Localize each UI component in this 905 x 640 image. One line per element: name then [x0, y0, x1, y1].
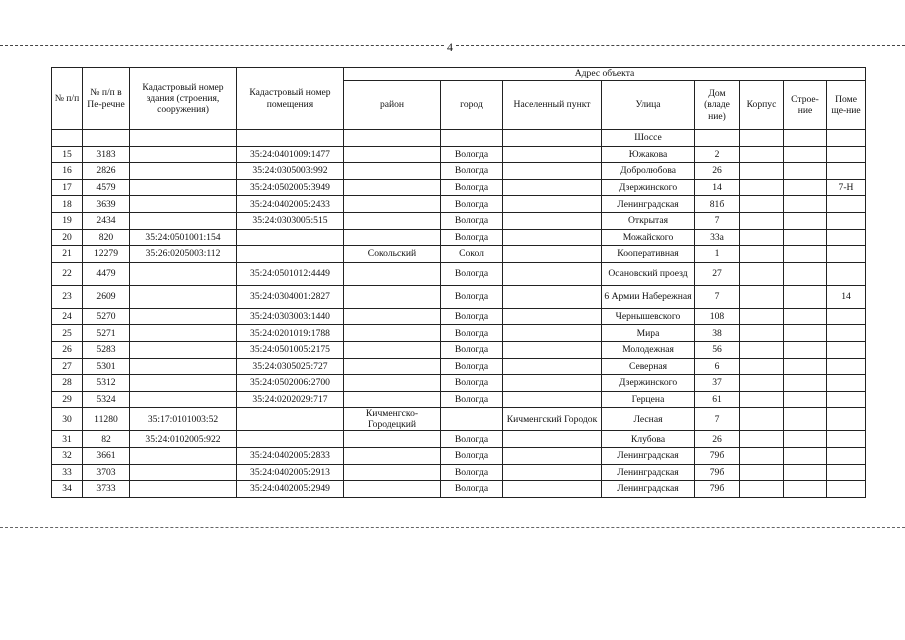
- cell-settlement: [503, 308, 602, 325]
- cell-house: 79б: [695, 481, 740, 498]
- cell-list-num: 4479: [83, 262, 130, 285]
- header-settlement: Населенный пункт: [503, 81, 602, 130]
- cell-korpus: [740, 481, 784, 498]
- cell-building: [784, 431, 827, 448]
- cell-korpus: [740, 212, 784, 229]
- cell-list-num: 3703: [83, 464, 130, 481]
- cell-korpus: [740, 146, 784, 163]
- cell-premises: [827, 308, 866, 325]
- cell-house: 7: [695, 212, 740, 229]
- cell-premises: [827, 358, 866, 375]
- cell-korpus: [740, 408, 784, 431]
- cell-street: Молодежная: [602, 341, 695, 358]
- cell-house: 79б: [695, 464, 740, 481]
- cell-korpus: [740, 196, 784, 213]
- cell-city: [441, 408, 503, 431]
- cell-korpus: [740, 308, 784, 325]
- cell-building-cadastral: [130, 391, 237, 408]
- cell-building-cadastral: [130, 375, 237, 392]
- cell-num: 24: [52, 308, 83, 325]
- header-street: Улица: [602, 81, 695, 130]
- header-address-group: Адрес объекта: [344, 68, 866, 81]
- cell-settlement: [503, 341, 602, 358]
- table-row: [52, 229, 866, 246]
- cell-district: [344, 179, 441, 196]
- cell-premises: [827, 163, 866, 180]
- cell-district: [344, 285, 441, 308]
- cell-city: Вологда: [441, 358, 503, 375]
- cell-building: [784, 285, 827, 308]
- cell-num: 28: [52, 375, 83, 392]
- cell-premises: [827, 481, 866, 498]
- cell-premises: [827, 375, 866, 392]
- cell-room-cadastral: 35:24:0402005:2913: [237, 464, 344, 481]
- cell-building-cadastral: [130, 163, 237, 180]
- cell-building-cadastral: [130, 481, 237, 498]
- cell-house: 27: [695, 262, 740, 285]
- cell-korpus: [740, 375, 784, 392]
- cell-korpus: [740, 341, 784, 358]
- cell-list-num: 3661: [83, 447, 130, 464]
- cell-building: [784, 408, 827, 431]
- cell-street: Северная: [602, 358, 695, 375]
- cell-list-num: 820: [83, 229, 130, 246]
- cell-list-num: 5271: [83, 325, 130, 342]
- cell-premises: [827, 196, 866, 213]
- cell-building-cadastral: [130, 464, 237, 481]
- cell-settlement: [503, 391, 602, 408]
- cell-settlement: [503, 481, 602, 498]
- cell-city: Вологда: [441, 179, 503, 196]
- table-row: [52, 262, 866, 285]
- cell-building-cadastral: [130, 341, 237, 358]
- cell-city: [441, 130, 503, 147]
- cell-building: [784, 375, 827, 392]
- cell-district: Сокольский: [344, 246, 441, 263]
- cell-num: 16: [52, 163, 83, 180]
- cell-room-cadastral: 35:24:0305003:992: [237, 163, 344, 180]
- cell-district: [344, 341, 441, 358]
- cell-city: Вологда: [441, 391, 503, 408]
- cell-room-cadastral: 35:24:0501012:4449: [237, 262, 344, 285]
- property-table: [51, 67, 866, 498]
- cell-num: 17: [52, 179, 83, 196]
- cell-building-cadastral: [130, 146, 237, 163]
- cell-num: 32: [52, 447, 83, 464]
- cell-building: [784, 146, 827, 163]
- table-body: [52, 130, 866, 498]
- table-row: [52, 408, 866, 431]
- cell-building: [784, 229, 827, 246]
- cell-building: [784, 464, 827, 481]
- cell-korpus: [740, 431, 784, 448]
- cell-street: Герцена: [602, 391, 695, 408]
- header-premises: Поме ще-ние: [827, 81, 866, 130]
- cell-premises: 14: [827, 285, 866, 308]
- cell-street: Мира: [602, 325, 695, 342]
- cell-num: 15: [52, 146, 83, 163]
- cell-list-num: 2434: [83, 212, 130, 229]
- cell-num: 20: [52, 229, 83, 246]
- cell-street: Ленинградская: [602, 447, 695, 464]
- cell-room-cadastral: 35:24:0402005:2949: [237, 481, 344, 498]
- cell-street: Клубова: [602, 431, 695, 448]
- cell-settlement: [503, 447, 602, 464]
- cell-korpus: [740, 285, 784, 308]
- cell-settlement: [503, 375, 602, 392]
- cell-korpus: [740, 163, 784, 180]
- cell-room-cadastral: 35:24:0303005:515: [237, 212, 344, 229]
- cell-street: Чернышевского: [602, 308, 695, 325]
- header-district: район: [344, 81, 441, 130]
- cell-house: 33а: [695, 229, 740, 246]
- cell-building: [784, 163, 827, 180]
- cell-street: Ленинградская: [602, 196, 695, 213]
- cell-building: [784, 130, 827, 147]
- cell-num: 27: [52, 358, 83, 375]
- table-row: [52, 341, 866, 358]
- cell-district: [344, 262, 441, 285]
- cell-premises: [827, 130, 866, 147]
- cell-num: [52, 130, 83, 147]
- cell-city: Вологда: [441, 464, 503, 481]
- cell-district: [344, 130, 441, 147]
- cell-room-cadastral: [237, 246, 344, 263]
- page-number: 4: [444, 40, 456, 55]
- cell-list-num: 5301: [83, 358, 130, 375]
- cell-room-cadastral: 35:24:0202029:717: [237, 391, 344, 408]
- cell-premises: [827, 447, 866, 464]
- cell-settlement: [503, 358, 602, 375]
- cell-settlement: [503, 212, 602, 229]
- cell-building: [784, 325, 827, 342]
- table-row: [52, 447, 866, 464]
- cell-city: Вологда: [441, 229, 503, 246]
- cell-num: 31: [52, 431, 83, 448]
- cell-street: Дзержинского: [602, 375, 695, 392]
- cell-city: Вологда: [441, 262, 503, 285]
- cell-house: [695, 130, 740, 147]
- cell-premises: [827, 464, 866, 481]
- cell-city: Вологда: [441, 481, 503, 498]
- cell-building: [784, 308, 827, 325]
- cell-building-cadastral: [130, 262, 237, 285]
- cell-house: 38: [695, 325, 740, 342]
- cell-street: Кооперативная: [602, 246, 695, 263]
- cell-district: [344, 447, 441, 464]
- cell-korpus: [740, 391, 784, 408]
- cell-room-cadastral: [237, 431, 344, 448]
- cell-house: 1: [695, 246, 740, 263]
- cell-list-num: 3733: [83, 481, 130, 498]
- cell-street: Шоссе: [602, 130, 695, 147]
- cell-house: 81б: [695, 196, 740, 213]
- header-num: № п/п: [52, 68, 83, 130]
- header-building: Строе-ние: [784, 81, 827, 130]
- cell-korpus: [740, 130, 784, 147]
- cell-list-num: 3183: [83, 146, 130, 163]
- cell-list-num: [83, 130, 130, 147]
- cell-city: Сокол: [441, 246, 503, 263]
- cell-house: 7: [695, 408, 740, 431]
- cell-building: [784, 358, 827, 375]
- cell-street: Открытая: [602, 212, 695, 229]
- cell-building: [784, 481, 827, 498]
- cell-list-num: 12279: [83, 246, 130, 263]
- cell-korpus: [740, 358, 784, 375]
- cell-building-cadastral: [130, 325, 237, 342]
- cell-city: Вологда: [441, 447, 503, 464]
- cell-room-cadastral: 35:24:0304001:2827: [237, 285, 344, 308]
- cell-city: Вологда: [441, 308, 503, 325]
- cell-list-num: 11280: [83, 408, 130, 431]
- cell-building: [784, 341, 827, 358]
- cell-list-num: 2826: [83, 163, 130, 180]
- cell-settlement: [503, 130, 602, 147]
- cell-premises: [827, 391, 866, 408]
- cell-house: 56: [695, 341, 740, 358]
- table-row: [52, 375, 866, 392]
- cell-num: 18: [52, 196, 83, 213]
- cell-building: [784, 447, 827, 464]
- cell-premises: [827, 146, 866, 163]
- cell-building-cadastral: 35:24:0501001:154: [130, 229, 237, 246]
- cell-street: Осановский проезд: [602, 262, 695, 285]
- cell-street: Лесная: [602, 408, 695, 431]
- cell-district: [344, 481, 441, 498]
- cell-city: Вологда: [441, 212, 503, 229]
- cell-korpus: [740, 179, 784, 196]
- cell-premises: [827, 408, 866, 431]
- cell-premises: [827, 341, 866, 358]
- cell-district: [344, 431, 441, 448]
- table-row: [52, 179, 866, 196]
- cell-korpus: [740, 262, 784, 285]
- cell-district: [344, 464, 441, 481]
- cell-house: 61: [695, 391, 740, 408]
- cell-premises: [827, 431, 866, 448]
- cell-district: [344, 229, 441, 246]
- cell-building-cadastral: 35:26:0205003:112: [130, 246, 237, 263]
- cell-house: 26: [695, 431, 740, 448]
- cell-settlement: [503, 262, 602, 285]
- cell-street: Дзержинского: [602, 179, 695, 196]
- cell-settlement: [503, 163, 602, 180]
- cell-num: 34: [52, 481, 83, 498]
- cell-building-cadastral: 35:24:0102005:922: [130, 431, 237, 448]
- cell-building-cadastral: [130, 212, 237, 229]
- cell-house: 14: [695, 179, 740, 196]
- cell-list-num: 5283: [83, 341, 130, 358]
- table-row: [52, 464, 866, 481]
- cell-room-cadastral: 35:24:0305025:727: [237, 358, 344, 375]
- cell-city: Вологда: [441, 163, 503, 180]
- cell-num: 22: [52, 262, 83, 285]
- cell-num: 19: [52, 212, 83, 229]
- cell-room-cadastral: 35:24:0402005:2433: [237, 196, 344, 213]
- cell-num: 25: [52, 325, 83, 342]
- cell-room-cadastral: 35:24:0502006:2700: [237, 375, 344, 392]
- cell-house: 26: [695, 163, 740, 180]
- cell-num: 21: [52, 246, 83, 263]
- cell-city: Вологда: [441, 285, 503, 308]
- cell-building-cadastral: [130, 285, 237, 308]
- cell-building-cadastral: [130, 358, 237, 375]
- cell-list-num: 5324: [83, 391, 130, 408]
- cell-room-cadastral: 35:24:0502005:3949: [237, 179, 344, 196]
- cell-building: [784, 246, 827, 263]
- cell-house: 79б: [695, 447, 740, 464]
- table-row: [52, 391, 866, 408]
- cell-num: 33: [52, 464, 83, 481]
- cell-city: Вологда: [441, 341, 503, 358]
- cell-house: 6: [695, 358, 740, 375]
- header-room-cadastral: Кадастровый номер помещения: [237, 68, 344, 130]
- cell-house: 2: [695, 146, 740, 163]
- cell-list-num: 5270: [83, 308, 130, 325]
- header-house: Дом (владе ние): [695, 81, 740, 130]
- cell-room-cadastral: 35:24:0401009:1477: [237, 146, 344, 163]
- cell-city: Вологда: [441, 325, 503, 342]
- table-row: [52, 130, 866, 147]
- cell-house: 108: [695, 308, 740, 325]
- cell-premises: [827, 229, 866, 246]
- cell-building: [784, 179, 827, 196]
- cell-korpus: [740, 325, 784, 342]
- cell-list-num: 5312: [83, 375, 130, 392]
- table-row: [52, 163, 866, 180]
- cell-building: [784, 212, 827, 229]
- cell-room-cadastral: 35:24:0303003:1440: [237, 308, 344, 325]
- cell-room-cadastral: 35:24:0501005:2175: [237, 341, 344, 358]
- cell-city: Вологда: [441, 146, 503, 163]
- cell-korpus: [740, 246, 784, 263]
- cell-district: [344, 325, 441, 342]
- cell-settlement: [503, 285, 602, 308]
- cell-korpus: [740, 229, 784, 246]
- table-row: [52, 196, 866, 213]
- cell-district: [344, 146, 441, 163]
- cell-settlement: [503, 146, 602, 163]
- cell-building-cadastral: [130, 196, 237, 213]
- cell-district: [344, 196, 441, 213]
- cell-premises: 7-Н: [827, 179, 866, 196]
- header-korpus: Корпус: [740, 81, 784, 130]
- table-row: [52, 146, 866, 163]
- cell-district: [344, 358, 441, 375]
- cell-list-num: 82: [83, 431, 130, 448]
- cell-district: [344, 163, 441, 180]
- cell-korpus: [740, 447, 784, 464]
- cell-settlement: [503, 464, 602, 481]
- cell-list-num: 3639: [83, 196, 130, 213]
- cell-list-num: 2609: [83, 285, 130, 308]
- cell-premises: [827, 325, 866, 342]
- header-list-num: № п/п в Пе-речне: [83, 68, 130, 130]
- cell-premises: [827, 262, 866, 285]
- cell-street: Добролюбова: [602, 163, 695, 180]
- cell-district: Кичменгско-Городецкий: [344, 408, 441, 431]
- cell-room-cadastral: [237, 130, 344, 147]
- cell-building-cadastral: [130, 130, 237, 147]
- cell-building-cadastral: [130, 308, 237, 325]
- cell-num: 30: [52, 408, 83, 431]
- cell-street: Ленинградская: [602, 481, 695, 498]
- bottom-scan-border: [0, 527, 905, 528]
- cell-street: Можайского: [602, 229, 695, 246]
- cell-settlement: [503, 246, 602, 263]
- cell-settlement: [503, 325, 602, 342]
- cell-korpus: [740, 464, 784, 481]
- cell-list-num: 4579: [83, 179, 130, 196]
- table-row: [52, 246, 866, 263]
- cell-district: [344, 308, 441, 325]
- cell-premises: [827, 246, 866, 263]
- header-building-cadastral: Кадастровый номер здания (строения, сооружения): [130, 68, 237, 130]
- cell-district: [344, 212, 441, 229]
- cell-room-cadastral: 35:24:0201019:1788: [237, 325, 344, 342]
- cell-building: [784, 196, 827, 213]
- cell-premises: [827, 212, 866, 229]
- cell-district: [344, 375, 441, 392]
- header-city: город: [441, 81, 503, 130]
- table-row: [52, 325, 866, 342]
- cell-num: 26: [52, 341, 83, 358]
- cell-num: 23: [52, 285, 83, 308]
- cell-room-cadastral: [237, 408, 344, 431]
- cell-city: Вологда: [441, 431, 503, 448]
- table-row: [52, 481, 866, 498]
- cell-city: Вологда: [441, 196, 503, 213]
- cell-building-cadastral: [130, 179, 237, 196]
- cell-settlement: [503, 229, 602, 246]
- cell-building-cadastral: 35:17:0101003:52: [130, 408, 237, 431]
- cell-building: [784, 262, 827, 285]
- cell-street: 6 Армии Набережная: [602, 285, 695, 308]
- cell-district: [344, 391, 441, 408]
- table-row: [52, 212, 866, 229]
- cell-room-cadastral: [237, 229, 344, 246]
- cell-street: Южакова: [602, 146, 695, 163]
- cell-room-cadastral: 35:24:0402005:2833: [237, 447, 344, 464]
- cell-settlement: [503, 431, 602, 448]
- cell-house: 7: [695, 285, 740, 308]
- cell-settlement: [503, 196, 602, 213]
- table-row: [52, 358, 866, 375]
- cell-house: 37: [695, 375, 740, 392]
- cell-settlement: Кичменгский Городок: [503, 408, 602, 431]
- table-row: [52, 285, 866, 308]
- table-row: [52, 431, 866, 448]
- cell-city: Вологда: [441, 375, 503, 392]
- cell-street: Ленинградская: [602, 464, 695, 481]
- cell-building-cadastral: [130, 447, 237, 464]
- cell-settlement: [503, 179, 602, 196]
- table-row: [52, 308, 866, 325]
- cell-building: [784, 391, 827, 408]
- cell-num: 29: [52, 391, 83, 408]
